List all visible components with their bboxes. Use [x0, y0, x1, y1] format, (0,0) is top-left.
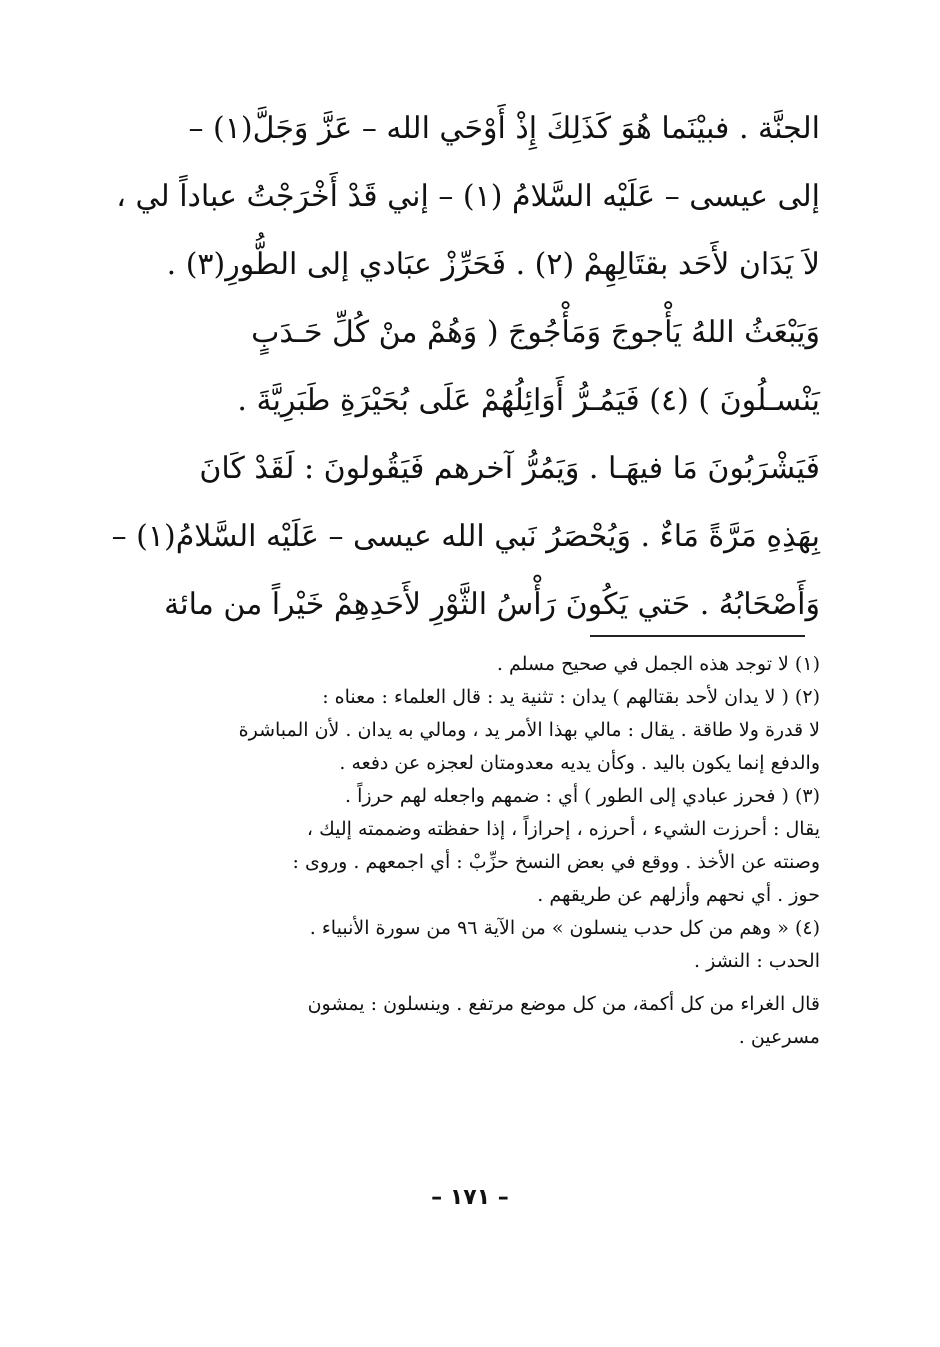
- main-text-line: يَنْسـلُونَ ) (٤) فَيَمُـرُّ أَوَائِلُهُمْ عَلَى بُحَيْرَةِ طَبَرِيَّةَ .: [237, 383, 820, 418]
- footnote-line: مسرعين .: [738, 1026, 820, 1048]
- footnote-line: (٣) ( فحرز عبادي إلى الطور ) أي : ضمهم واجعله لهم حرزاً .: [345, 785, 820, 807]
- footnote-separator: [590, 635, 805, 637]
- footnote-line: الحدب : النشز .: [694, 950, 820, 972]
- footnote-4: [120, 912, 820, 978]
- footnote-3: [120, 780, 820, 912]
- page-number: – ١٧١ –: [431, 1185, 509, 1210]
- main-text-line: وَيَبْعَثُ اللهُ يَأْجوجَ وَمَأْجُوجَ ( وَهُمْ منْ كُلِّ حَـدَبٍ: [251, 315, 820, 350]
- main-text-line: لاَ يَدَان لأَحَد بقتَالِهِمْ (٢) . فَحَرِّزْ عبَادي إلى الطُّورِ(٣) .: [166, 247, 820, 282]
- main-text-line: إلى عيسى – عَلَيْه السَّلامُ (١) – إني قَدْ أَخْرَجْتُ عباداً لي ،: [116, 179, 820, 214]
- main-text-line: بِهَذِهِ مَرَّةً مَاءٌ . وَيُحْصَرُ نَبي الله عيسى – عَلَيْه السَّلامُ(١) –: [111, 519, 820, 554]
- footnote-line: يقال : أحرزت الشيء ، أحرزه ، إحرازاً ، إذا حفظته وضممته إليك ،: [306, 818, 820, 840]
- footnote-line: (٢) ( لا يدان لأحد بقتالهم ) يدان : تثنية يد : قال العلماء : معناه :: [322, 686, 820, 708]
- footnotes-block: [120, 648, 820, 1054]
- footnote-line: قال الغراء من كل أكمة، من كل موضع مرتفع . وينسلون : يمشون: [307, 993, 820, 1015]
- main-text-line: وَأَصْحَابُهُ . حَتي يَكُونَ رَأْسُ الثَّوْرِ لأَحَدِهِمْ خَيْراً من مائة: [164, 587, 820, 622]
- footnote-line: (١) لا توجد هذه الجمل في صحيح مسلم .: [496, 653, 820, 675]
- footnote-2: [120, 681, 820, 780]
- footnote-spacer: [120, 978, 820, 988]
- footnote-line: لا قدرة ولا طاقة . يقال : مالي بهذا الأمر يد ، ومالي به يدان . لأن المباشرة: [238, 719, 820, 741]
- main-text-line: فَيَشْرَبُونَ مَا فيهَـا . وَيَمُرُّ آخرهم فَيَقُولونَ : لَقَدْ كَانَ: [199, 451, 820, 486]
- footnote-line: وصنته عن الأخذ . ووقع في بعض النسخ حزِّبْ : أي اجمعهم . وروى :: [292, 851, 820, 873]
- main-text-line: الجنَّة . فبيْنَما هُوَ كَذَلِكَ إِذْ أَوْحَي الله – عَزَّ وَجَلَّ(١) –: [188, 111, 820, 146]
- footnote-line: (٤) « وهم من كل حدب ينسلون » من الآية ٩٦ من سورة الأنبياء .: [309, 917, 820, 939]
- footnote-line: حوز . أي نحهم وأزلهم عن طريقهم .: [537, 884, 820, 906]
- main-text-block: [111, 95, 820, 639]
- footnote-line: والدفع إنما يكون باليد . وكأن يديه معدومتان لعجزه عن دفعه .: [339, 752, 820, 774]
- footnote-1: [120, 648, 820, 681]
- footnote-5: [120, 988, 820, 1054]
